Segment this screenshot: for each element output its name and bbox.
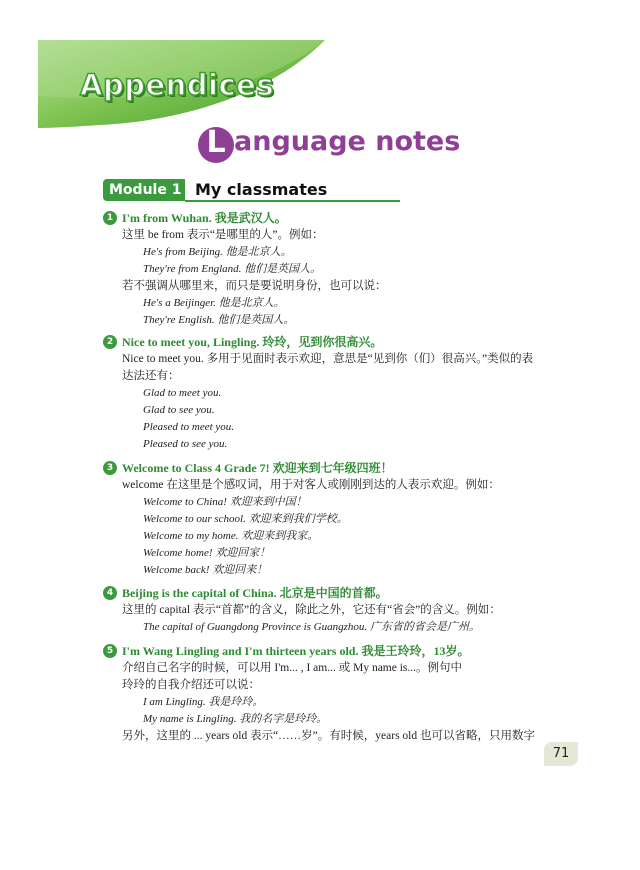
module-title: My classmates <box>195 180 328 199</box>
note-2 <box>103 333 543 453</box>
note-example: The capital of Guangdong Province is Guangzhou. 广东省的省会是广州。 <box>143 621 480 633</box>
note-heading-text: Welcome to Class 4 Grade 7! 欢迎来到七年级四班！ <box>122 461 393 475</box>
note-example: My name is Lingling. 我的名字是玲玲。 <box>143 713 328 725</box>
note-body-line: 另外，这里的 ... years old 表示“……岁”。有时候，years old 也可以省略，只用数字 <box>122 730 535 742</box>
note-heading <box>103 209 543 227</box>
module-header <box>103 179 400 201</box>
note-number-badge: 3 <box>103 461 117 475</box>
note-body-line: 这里的 capital 表示“首都”的含义，除此之外，它还有“省会”的含义。例如： <box>122 604 501 616</box>
note-heading-text: I'm from Wuhan. 我是武汉人。 <box>122 211 287 225</box>
note-example: Welcome to our school. 欢迎来到我们学校。 <box>143 513 348 525</box>
title-rest-text: anguage notes <box>234 126 461 157</box>
note-body-line: 玲玲的自我介绍还可以说： <box>122 679 260 691</box>
note-3 <box>103 459 543 579</box>
note-example: They're from England. 他们是英国人。 <box>143 263 322 275</box>
note-heading <box>103 584 543 602</box>
note-example: Pleased to see you. <box>143 438 228 450</box>
note-example: Welcome to China! 欢迎来到中国！ <box>143 496 307 508</box>
note-example: Welcome back! 欢迎回来！ <box>143 564 268 576</box>
note-number-badge: 1 <box>103 211 117 225</box>
note-body-line: 这里 be from 表示“是哪里的人”。例如： <box>122 229 324 241</box>
note-body-line: 若不强调从哪里来，而只是要说明身份，也可以说： <box>122 280 387 292</box>
note-heading <box>103 333 543 351</box>
note-example: Glad to see you. <box>143 404 215 416</box>
note-1 <box>103 209 543 329</box>
note-example: Pleased to meet you. <box>143 421 235 433</box>
module-underline <box>185 200 400 202</box>
note-example: Welcome to my home. 欢迎来到我家。 <box>143 530 319 542</box>
note-example: Welcome home! 欢迎回家！ <box>143 547 271 559</box>
note-number-badge: 5 <box>103 644 117 658</box>
note-heading-text: Nice to meet you, Lingling. 玲玲，见到你很高兴。 <box>122 335 383 349</box>
note-example: I am Lingling. 我是玲玲。 <box>143 696 264 708</box>
note-example: He's from Beijing. 他是北京人。 <box>143 246 292 258</box>
title-initial-letter: L <box>206 125 226 160</box>
note-heading-text: Beijing is the capital of China. 北京是中国的首都。 <box>122 586 388 600</box>
module-label: Module 1 <box>103 179 185 201</box>
page-number: 71 <box>544 742 578 766</box>
note-example: He's a Beijinger. 他是北京人。 <box>143 297 285 309</box>
note-body-line: 达法还有： <box>122 370 180 382</box>
appendices-title: Appendices <box>80 68 275 102</box>
note-4 <box>103 584 543 636</box>
note-example: They're English. 他们是英国人。 <box>143 314 295 326</box>
note-example: Glad to meet you. <box>143 387 222 399</box>
note-number-badge: 4 <box>103 586 117 600</box>
note-heading-text: I'm Wang Lingling and I'm thirteen years old. 我是王玲玲，13岁。 <box>122 644 470 658</box>
note-heading <box>103 642 543 660</box>
note-5 <box>103 642 543 745</box>
note-number-badge: 2 <box>103 335 117 349</box>
note-body-line: 介绍自己名字的时候，可以用 I'm... , I am... 或 My name is...。例句中 <box>122 662 463 674</box>
note-body-line: welcome 在这里是个感叹词，用于对客人或刚刚到达的人表示欢迎。例如： <box>122 479 500 491</box>
note-heading <box>103 459 543 477</box>
note-body-line: Nice to meet you. 多用于见面时表示欢迎，意思是“见到你（们）很高兴。”类似的表 <box>122 353 534 365</box>
